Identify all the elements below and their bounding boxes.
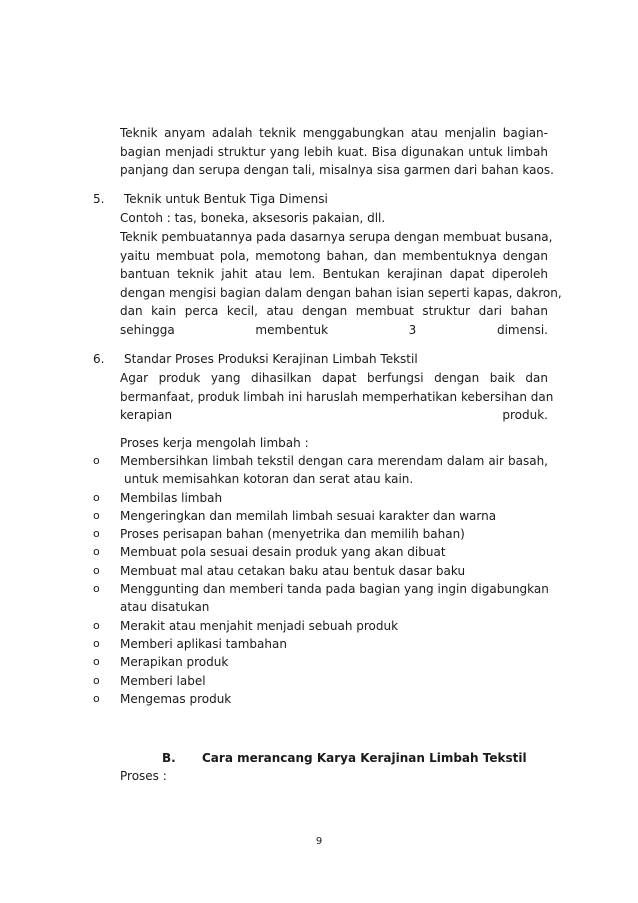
bullet-marker: o [93,508,100,522]
section-5-paragraph [120,228,562,339]
bullet-marker: o [93,618,100,632]
list-item [93,580,548,598]
section-5-number: 5. [93,192,105,206]
section-b-letter: B. [162,751,176,765]
intro-line: Teknik anyam adalah teknik menggabungkan atau menjalin bagian- [120,126,548,140]
step-text: Membersihkan limbah tekstil dengan cara merendam dalam air basah, [120,454,548,468]
list-item [93,653,548,671]
bullet-marker: o [93,527,100,541]
intro-line: bagian menjadi struktur yang lebih kuat. Bisa digunakan untuk limbah [120,144,548,159]
step-text: Merapikan produk [120,655,229,670]
intro-paragraph [120,124,554,180]
bullet-marker: o [93,545,100,559]
step-text: Membilas limbah [120,490,223,505]
page-number: 9 [315,836,323,847]
section-6-line: kerapian produk. [120,408,548,422]
step-text: Memberi aplikasi tambahan [120,636,287,651]
bullet-marker: o [93,490,100,504]
step-text: Menggunting dan memberi tanda pada bagian yang ingin digabungkan [120,582,549,597]
step-text: Merakit atau menjahit menjadi sebuah produk [120,618,399,633]
step-text-continued: untuk memisahkan kotoran dan serat atau kain. [124,472,414,487]
step-text: Memberi label [120,673,206,688]
bullet-marker: o [93,563,100,577]
section-6-line: bermanfaat, produk limbah ini haruslah memperhatikan kebersihan dan [120,389,554,404]
list-item [93,507,548,525]
list-item [93,543,548,561]
list-item [93,562,548,580]
list-item [93,617,548,635]
section-6-number: 6. [93,352,105,366]
section-5-example: Contoh : tas, boneka, aksesoris pakaian, dll. [120,211,386,225]
section-5-title: Teknik untuk Bentuk Tiga Dimensi [124,192,328,206]
section-b-title: Cara merancang Karya Kerajinan Limbah Tekstil [202,751,527,765]
list-item [93,452,548,470]
list-item [93,489,548,507]
section-5-line: dan kain perca kecil, atau dengan membuat struktur dari bahan [120,304,548,318]
bullet-marker: o [93,691,100,705]
list-item [93,635,548,653]
step-text: Membuat pola sesuai desain produk yang akan dibuat [120,545,446,560]
section-6-paragraph [120,369,554,425]
section-6-title: Standar Proses Produksi Kerajinan Limbah Tekstil [124,352,418,366]
list-item-continuation [93,470,548,488]
step-text: Membuat mal atau cetakan baku atau bentuk dasar baku [120,563,466,578]
list-item [93,525,548,543]
process-steps-list [93,452,548,708]
section-5-line: sehingga membentuk 3 dimensi. [120,322,548,337]
intro-line: panjang dan serupa dengan tali, misalnya sisa garmen dari bahan kaos. [120,163,554,177]
section-6-line: Agar produk yang dihasilkan dapat berfungsi dengan baik dan [120,371,548,385]
bullet-marker: o [93,673,100,687]
step-text-continued: atau disatukan [120,600,210,615]
bullet-marker: o [93,636,100,650]
process-intro: Proses kerja mengolah limbah : [120,436,309,450]
section-5-line: dengan mengisi bagian dalam dengan bahan isian seperti kapas, dakron, [120,285,562,300]
section-5-line: Teknik pembuatannya pada dasarnya serupa dengan membuat busana, [120,230,553,244]
step-text: Proses perisapan bahan (menyetrika dan memilih bahan) [120,527,465,542]
list-item [93,672,548,690]
list-item [93,690,548,708]
section-5-line: yaitu membuat pola, memotong bahan, dan membentuknya dengan [120,248,548,263]
step-text: Mengemas produk [120,691,232,706]
step-text: Mengeringkan dan memilah limbah sesuai karakter dan warna [120,508,497,523]
bullet-marker: o [93,582,100,596]
list-item-continuation [93,598,548,616]
section-5-line: bantuan teknik jahit atau lem. Bentukan kerajinan dapat diperoleh [120,267,548,281]
section-b-subheading: Proses : [120,769,167,783]
bullet-marker: o [93,454,100,467]
bullet-marker: o [93,655,100,669]
